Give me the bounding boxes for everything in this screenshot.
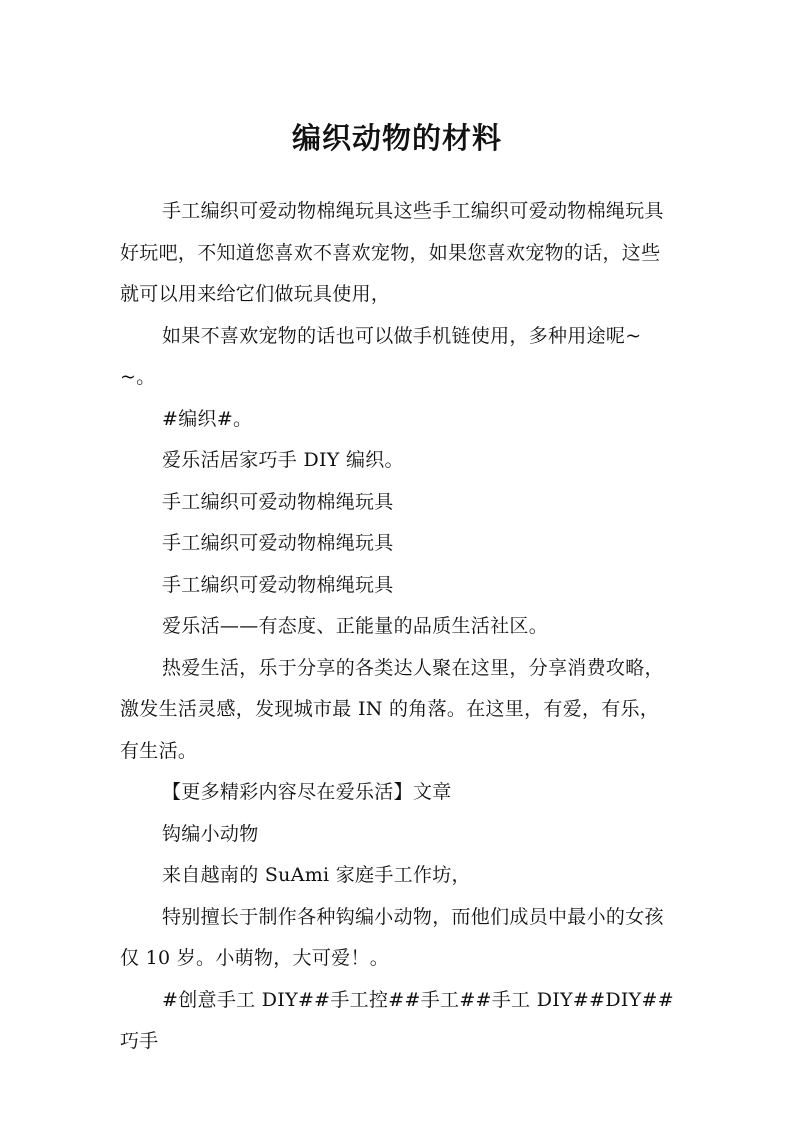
paragraph: #编织#。 [162, 407, 253, 430]
document-title: 编织动物的材料 [291, 121, 502, 156]
paragraph: 钩编小动物 [162, 822, 259, 845]
paragraph: 爱乐活——有态度、正能量的品质生活社区。 [162, 615, 549, 637]
paragraph: 手工编织可爱动物棉绳玩具这些手工编织可爱动物棉绳玩具好玩吧，不知道您喜欢不喜欢宠物，如果您喜欢宠物的话，这些就可以用来给它们做玩具使用， [120, 200, 664, 305]
paragraph: 手工编织可爱动物棉绳玩具 [162, 573, 394, 596]
paragraph: 热爱生活，乐于分享的各类达人聚在这里，分享消费攻略，激发生活灵感，发现城市最 IN 的角落。在这里，有爱，有乐，有生活。 [120, 656, 664, 762]
paragraph: 如果不喜欢宠物的话也可以做手机链使用，多种用途呢~~。 [120, 324, 642, 388]
document-body [120, 191, 675, 1063]
paragraph: 特别擅长于制作各种钩编小动物，而他们成员中最小的女孩仅 10 岁。小萌物，大可爱！。 [120, 905, 664, 969]
paragraph: #创意手工 DIY##手工控##手工##手工 DIY##DIY##巧手 [120, 988, 674, 1052]
paragraph: 来自越南的 SuAmi 家庭手工作坊， [162, 864, 471, 886]
paragraph: 手工编织可爱动物棉绳玩具 [162, 532, 394, 554]
paragraph: 爱乐活居家巧手 DIY 编织。 [162, 449, 404, 471]
paragraph: 手工编织可爱动物棉绳玩具 [162, 490, 394, 513]
paragraph: 【更多精彩内容尽在爱乐活】文章 [162, 781, 452, 803]
